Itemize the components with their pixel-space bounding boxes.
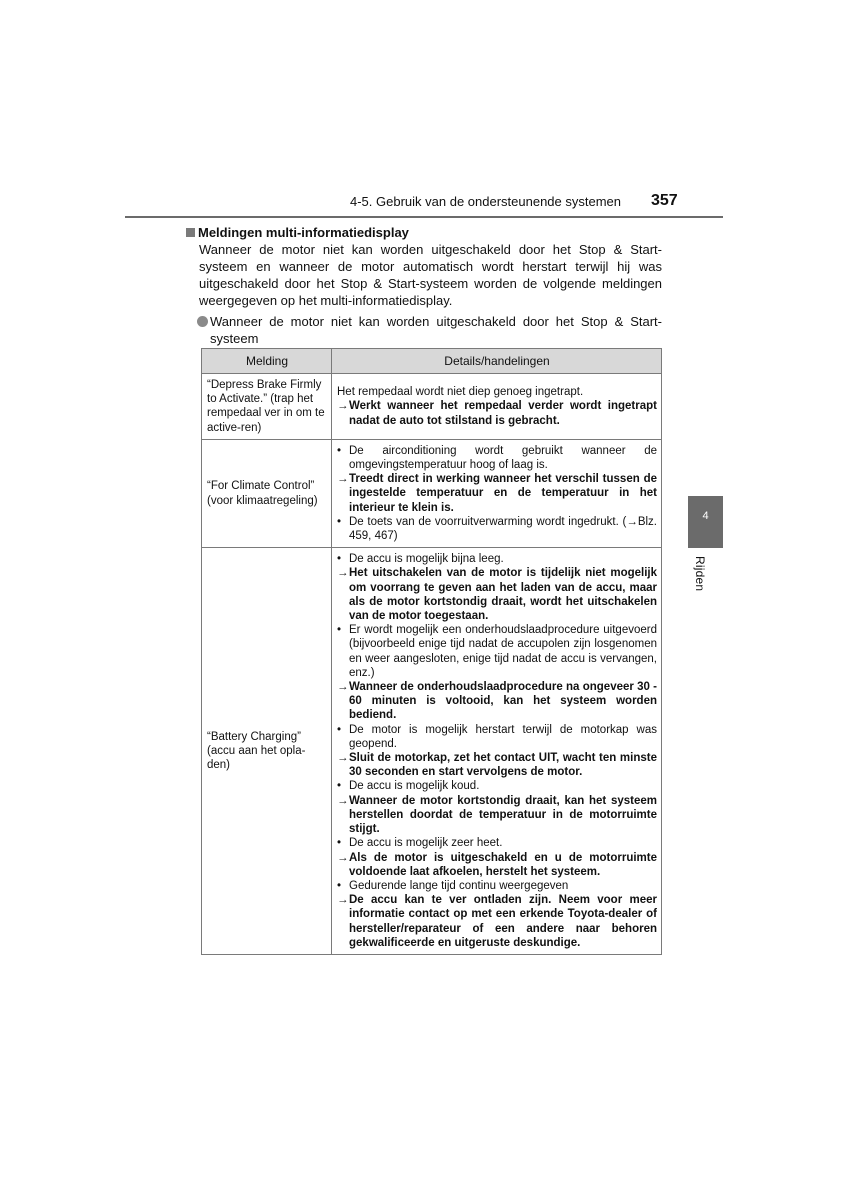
column-header-message: Melding xyxy=(202,349,332,374)
table-body xyxy=(202,374,662,955)
message-cell: “For Climate Control” (voor klimaatregeling) xyxy=(202,439,332,547)
page-number: 357 xyxy=(651,192,678,209)
chapter-label: Rijden xyxy=(693,556,707,592)
arrow-icon: → xyxy=(337,894,349,907)
action-text: Werkt wanneer het rempedaal verder wordt ingetrapt nadat de auto tot stilstand is gebracht. xyxy=(349,400,657,427)
action-text: Wanneer de onderhoudslaadprocedure na ongeveer 30 - 60 minuten is voltooid, kan het systeem worden bediend. xyxy=(349,681,657,722)
condition-item xyxy=(337,444,657,472)
messages-section xyxy=(186,224,662,347)
action-text: Treedt direct in werking wanneer het verschil tussen de ingestelde temperatuur en de temperatuur in het interieur te klein is. xyxy=(349,473,657,514)
arrow-icon: → xyxy=(337,400,349,413)
messages-table xyxy=(201,348,662,955)
condition-text: Gedurende lange tijd continu weergegeven xyxy=(349,879,569,892)
arrow-icon: → xyxy=(337,681,349,694)
details-cell xyxy=(332,374,662,440)
intro-paragraph: Wanneer de motor niet kan worden uitgeschakeld door het Stop & Start-systeem en wanneer de motor automatisch wordt herstart terwijl hij was uitgeschakeld door het Stop & Start-systeem worden de volgende meldingen weergegeven op het multi-informatiedisplay. xyxy=(199,242,662,308)
details-text: Het rempedaal wordt niet diep genoeg ingetrapt. xyxy=(337,386,584,399)
chapter-tab xyxy=(688,496,723,548)
table-row xyxy=(202,548,662,955)
action-item xyxy=(337,893,657,950)
action-text: Wanneer de motor kortstondig draait, kan het systeem herstellen doordat de temperatuur in de motorruimte stijgt. xyxy=(349,794,657,836)
message-cell: “Battery Charging” (accu aan het opla-den) xyxy=(202,548,332,955)
dot-bullet-icon: • xyxy=(337,624,342,637)
action-item xyxy=(337,794,657,837)
action-text: Als de motor is uitgeschakeld en u de motorruimte voldoende laat afkoelen, herstelt het systeem. xyxy=(349,851,657,878)
arrow-icon: → xyxy=(337,851,349,864)
details-cell xyxy=(332,548,662,955)
condition-item xyxy=(337,723,657,751)
square-bullet-icon xyxy=(186,228,195,237)
arrow-icon: → xyxy=(337,752,349,765)
table-row xyxy=(202,439,662,547)
action-text: De accu kan te ver ontladen zijn. Neem voor meer informatie contact op met een erkende Toyota-dealer of hersteller/reparateur of een andere naar behoren gekwalificeerde en uitgeruste deskundige. xyxy=(349,894,657,949)
condition-item xyxy=(337,552,657,566)
condition-text: De motor is mogelijk herstart terwijl de motorkap was geopend. xyxy=(349,723,657,750)
dot-bullet-icon: • xyxy=(337,780,342,793)
section-header-title: 4-5. Gebruik van de ondersteunende systemen xyxy=(350,194,622,209)
condition-item xyxy=(337,779,657,793)
header-divider xyxy=(125,216,723,218)
condition-text: Er wordt mogelijk een onderhoudslaadprocedure uitgevoerd (bijvoorbeeld enige tijd nadat de accupolen zijn losgenomen en weer aangesloten, enige tijd nadat de accu is vervangen, enz.) xyxy=(349,624,657,679)
condition-bullet xyxy=(197,313,662,347)
section-heading-text: Meldingen multi-informatiedisplay xyxy=(198,225,409,240)
condition-item xyxy=(337,879,657,893)
condition-text: De accu is mogelijk koud. xyxy=(349,780,480,793)
details-cell xyxy=(332,439,662,547)
action-item xyxy=(337,751,657,779)
action-text: Het uitschakelen van de motor is tijdelijk niet mogelijk om voorrang te geven aan het laden van de accu, maar als de motor kortstondig draait, wordt het uitschakelen van de motor toegestaan. xyxy=(349,567,657,623)
condition-item xyxy=(337,836,657,850)
action-text: Sluit de motorkap, zet het contact UIT, wacht ten minste 30 seconden en start vervolgens de motor. xyxy=(349,752,657,779)
arrow-icon: → xyxy=(337,473,349,486)
chapter-number: 4 xyxy=(702,510,709,522)
section-heading xyxy=(186,224,662,241)
circle-bullet-icon xyxy=(197,316,208,327)
condition-text: De accu is mogelijk bijna leeg. xyxy=(349,553,504,566)
message-cell: “Depress Brake Firmly to Activate.” (trap het rempedaal ver in om te active-ren) xyxy=(202,374,332,440)
condition-item xyxy=(337,623,657,680)
condition-text: De airconditioning wordt gebruikt wanneer de omgevingstemperatuur hoog of laag is. xyxy=(349,444,657,472)
action-item xyxy=(337,851,657,879)
arrow-icon: → xyxy=(337,567,349,580)
dot-bullet-icon: • xyxy=(337,723,342,736)
condition-bullet-text: Wanneer de motor niet kan worden uitgeschakeld door het Stop & Start-systeem xyxy=(210,314,662,346)
action-item xyxy=(337,566,657,623)
column-header-details: Details/handelingen xyxy=(332,349,662,374)
condition-text: De toets van de voorruitverwarming wordt ingedrukt. (→Blz. 459, 467) xyxy=(349,515,657,543)
dot-bullet-icon: • xyxy=(337,837,342,850)
condition-text: De accu is mogelijk zeer heet. xyxy=(349,837,503,850)
dot-bullet-icon: • xyxy=(337,553,342,566)
dot-bullet-icon: • xyxy=(337,444,342,457)
table-header-row xyxy=(202,349,662,374)
table-row xyxy=(202,374,662,440)
condition-item xyxy=(337,515,657,543)
action-item xyxy=(337,399,657,427)
action-item xyxy=(337,680,657,723)
arrow-icon: → xyxy=(337,794,349,807)
dot-bullet-icon: • xyxy=(337,515,342,528)
dot-bullet-icon: • xyxy=(337,879,342,892)
action-item xyxy=(337,472,657,515)
